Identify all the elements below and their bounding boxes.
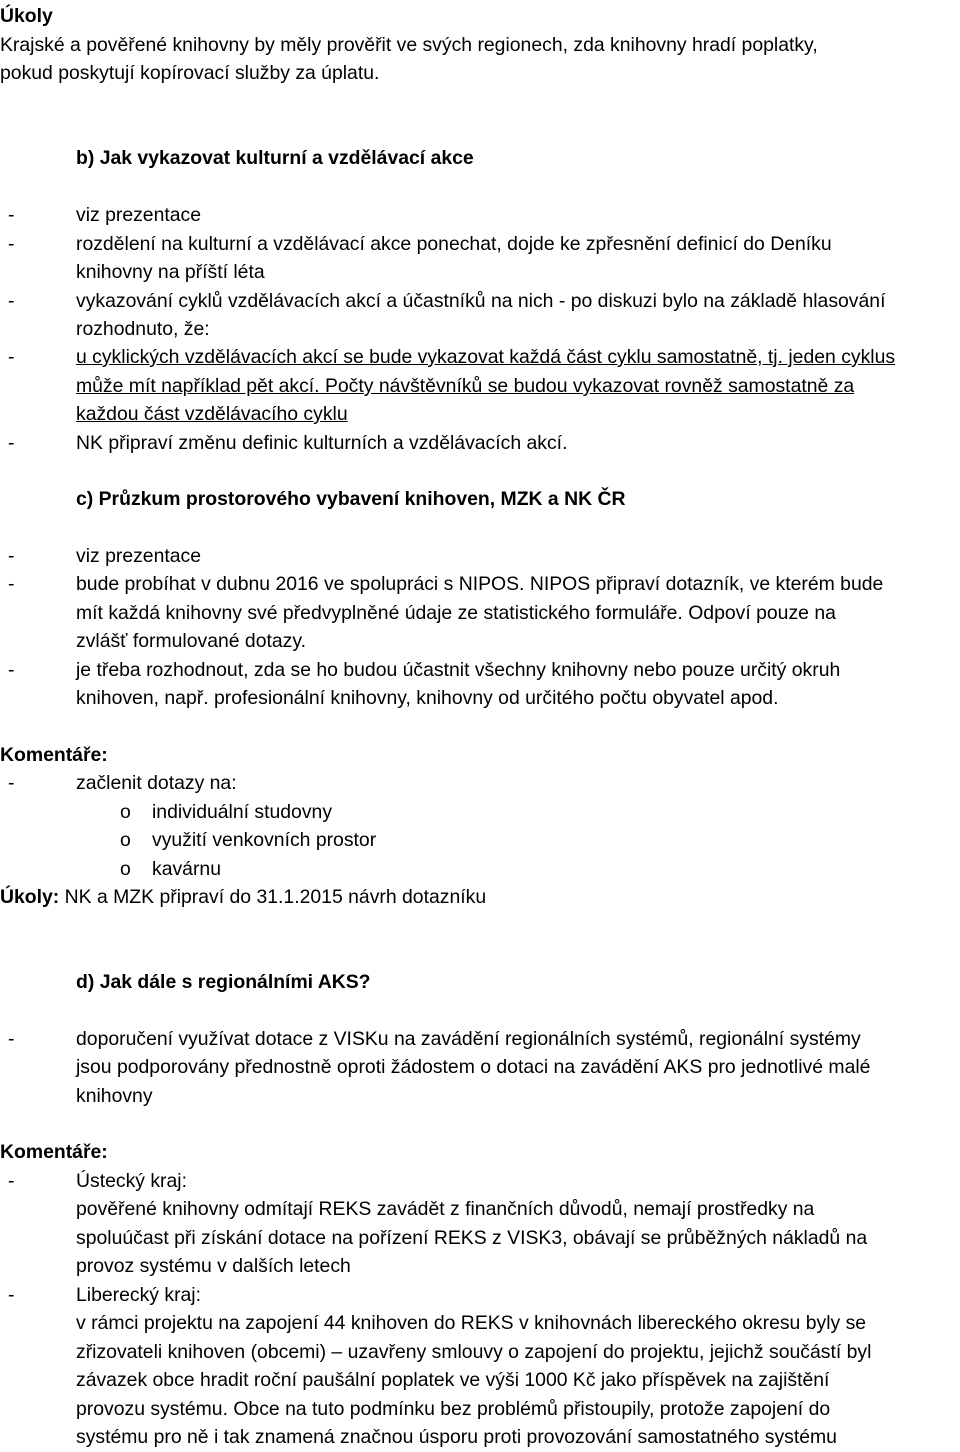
ukoly-label: Úkoly: xyxy=(0,886,60,908)
sub-bullet: o xyxy=(120,829,131,851)
list-item-cont: zvlášť formulované dotazy. xyxy=(76,630,307,652)
section-b-heading: b) Jak vykazovat kulturní a vzdělávací akce xyxy=(76,147,474,169)
dash-bullet: - xyxy=(8,1028,15,1050)
list-item-cont: knihovny na příští léta xyxy=(76,261,265,283)
list-item: doporučení využívat dotace z VISKu na zavádění regionálních systémů, regionální systémy xyxy=(76,1028,861,1050)
list-item: je třeba rozhodnout, zda se ho budou účastnit všechny knihovny nebo pouze určitý okruh xyxy=(76,659,841,681)
comment-line: zřizovateli knihoven (obcemi) – uzavřeny smlouvy o zapojení do projektu, jejichž součástí byl xyxy=(76,1341,872,1363)
comment-line: provoz systému v dalších letech xyxy=(76,1255,351,1277)
comment-line: systému pro ně i tak znamená značnou úsporu proti provozování samostatného systému xyxy=(76,1426,837,1448)
list-item: u cyklických vzdělávacích akcí se bude vykazovat každá část cyklu samostatně, tj. jeden cyklus xyxy=(76,346,896,368)
ukoly-heading: Úkoly xyxy=(0,5,53,27)
dash-bullet: - xyxy=(8,233,15,255)
list-item-cont: jsou podporovány přednostně oproti žádostem o dotaci na zavádění AKS pro jednotlivé malé xyxy=(76,1056,871,1078)
sub-list-item: využití venkovních prostor xyxy=(152,829,377,851)
list-item: viz prezentace xyxy=(76,204,202,226)
list-item-cont: knihoven, např. profesionální knihovny, knihovny od určitého počtu obyvatel apod. xyxy=(76,687,779,709)
paragraph-line: Krajské a pověřené knihovny by měly prověřit ve svých regionech, zda knihovny hradí poplatky, xyxy=(0,34,818,56)
section-c-heading: c) Průzkum prostorového vybavení knihoven, MZK a NK ČR xyxy=(76,488,626,510)
comment-line: pověřené knihovny odmítají REKS zavádět z finančních důvodů, nemají prostředky na xyxy=(76,1198,815,1220)
list-item: NK připraví změnu definic kulturních a vzdělávacích akcí. xyxy=(76,432,568,454)
comment-line: spoluúčast při získání dotace na pořízení REKS z VISK3, obávají se průběžných nákladů na xyxy=(76,1227,868,1249)
comment-line: závazek obce hradit roční paušální poplatek ve výši 1000 Kč jako příspěvek na zajištění xyxy=(76,1369,830,1391)
comment-region: Ústecký kraj: xyxy=(76,1170,187,1192)
dash-bullet: - xyxy=(8,432,15,454)
ukoly-text: NK a MZK připraví do 31.1.2015 návrh dotazníku xyxy=(64,886,487,908)
section-d-heading: d) Jak dále s regionálními AKS? xyxy=(76,971,371,993)
dash-bullet: - xyxy=(8,346,15,368)
list-item-cont: knihovny xyxy=(76,1085,153,1107)
list-item-cont: může mít například pět akcí. Počty návštěvníků se budou vykazovat rovněž samostatně za xyxy=(76,375,855,397)
list-item-cont: rozhodnuto, že: xyxy=(76,318,210,340)
komentare-label: Komentáře: xyxy=(0,1141,108,1163)
comment-line: v rámci projektu na zapojení 44 knihoven do REKS v knihovnách libereckého okresu byly se xyxy=(76,1312,867,1334)
dash-bullet: - xyxy=(8,772,15,794)
list-item: vykazování cyklů vzdělávacích akcí a účastníků na nich - po diskuzi bylo na základě hlasování xyxy=(76,290,886,312)
dash-bullet: - xyxy=(8,290,15,312)
dash-bullet: - xyxy=(8,1284,15,1306)
list-item: bude probíhat v dubnu 2016 ve spolupráci s NIPOS. NIPOS připraví dotazník, ve kterém bude xyxy=(76,573,884,595)
dash-bullet: - xyxy=(8,545,15,567)
dash-bullet: - xyxy=(8,1170,15,1192)
comment-line: provozu systému. Obce na tuto podmínku bez problémů přistoupily, protože zapojení do xyxy=(76,1398,831,1420)
ukoly-line xyxy=(0,883,486,911)
list-item: viz prezentace xyxy=(76,545,202,567)
list-item-cont: mít každá knihovny své předvyplněné údaje ze statistického formuláře. Odpoví pouze na xyxy=(76,602,836,624)
komentare-label: Komentáře: xyxy=(0,744,108,766)
list-item: začlenit dotazy na: xyxy=(76,772,237,794)
paragraph-line: pokud poskytují kopírovací služby za úplatu. xyxy=(0,62,380,84)
dash-bullet: - xyxy=(8,573,15,595)
dash-bullet: - xyxy=(8,659,15,681)
sub-bullet: o xyxy=(120,858,131,880)
sub-list-item: individuální studovny xyxy=(152,801,333,823)
dash-bullet: - xyxy=(8,204,15,226)
sub-list-item: kavárnu xyxy=(152,858,221,880)
comment-region: Liberecký kraj: xyxy=(76,1284,202,1306)
list-item: rozdělení na kulturní a vzdělávací akce ponechat, dojde ke zpřesnění definicí do Deníku xyxy=(76,233,832,255)
list-item-cont: každou část vzdělávacího cyklu xyxy=(76,403,348,425)
sub-bullet: o xyxy=(120,801,131,823)
